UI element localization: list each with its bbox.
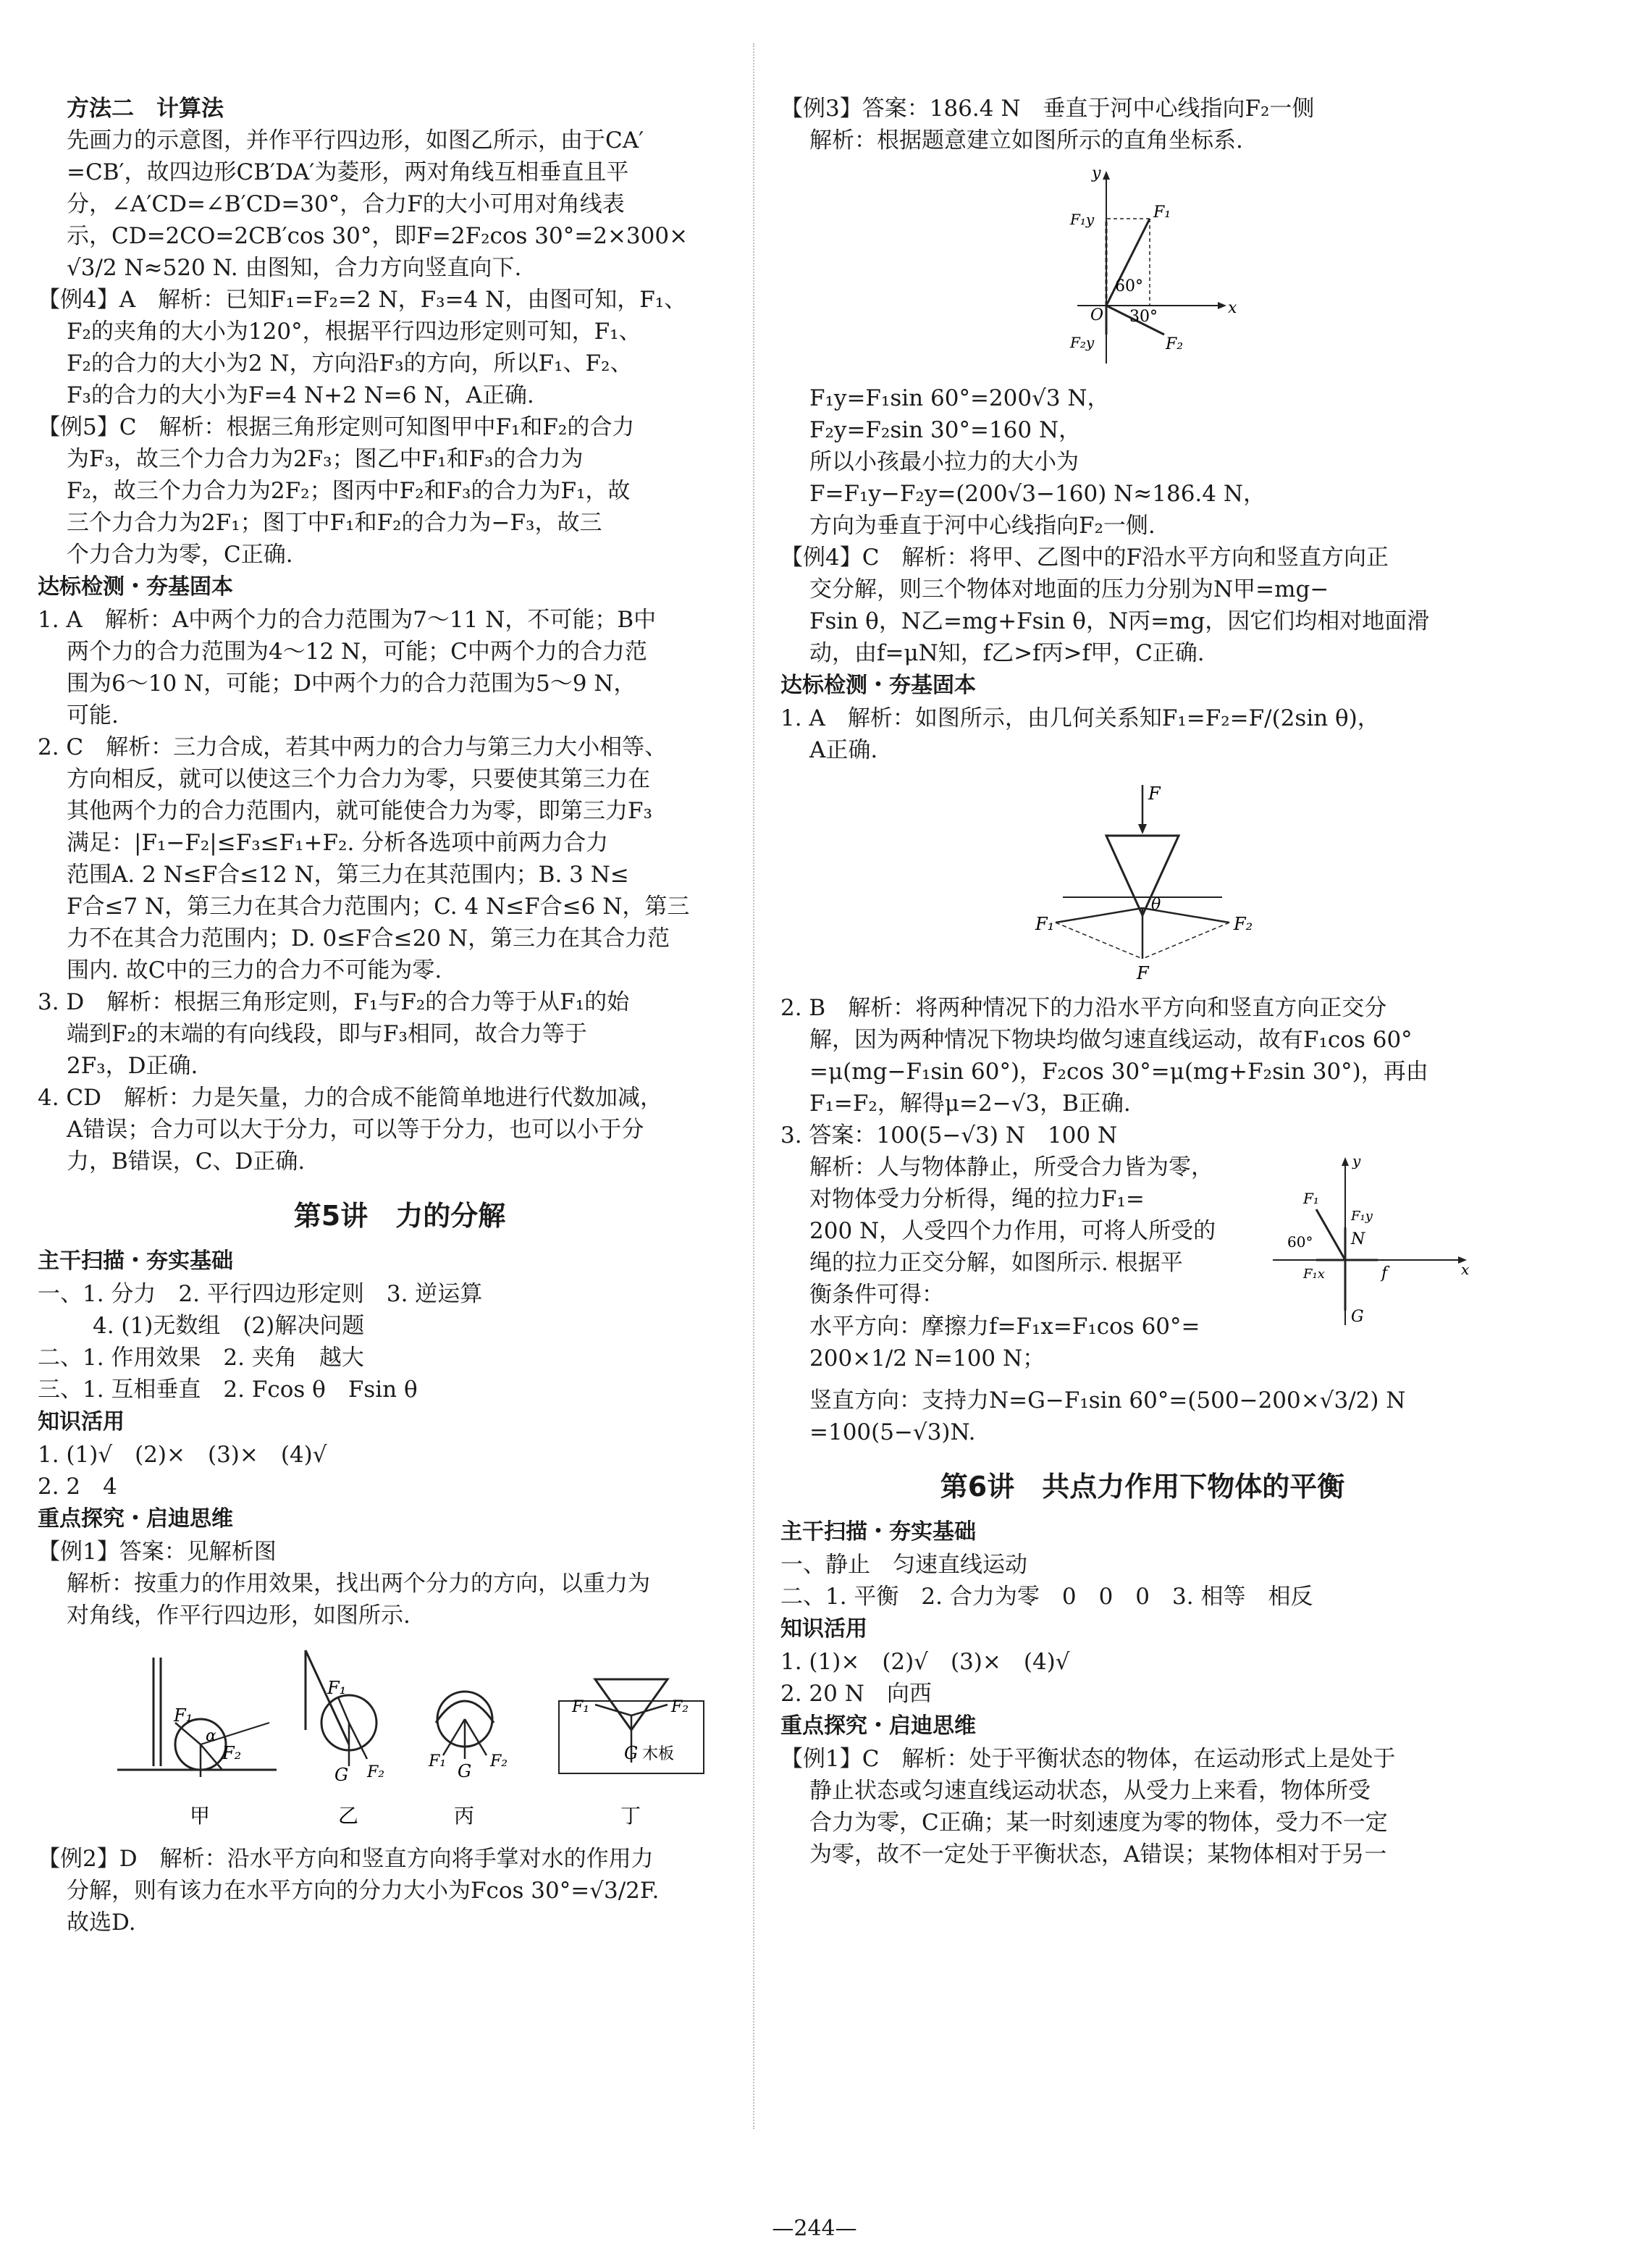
- r-q3-line: 对物体受力分析得，绳的拉力F₁=: [809, 1186, 1145, 1212]
- q2-line: 2. C 解析：三力合成，若其中两力的合力与第三力大小相等、: [38, 734, 668, 760]
- fig3-f1: F₁: [1153, 203, 1171, 222]
- r-main-line: 一、静止 匀速直线运动: [780, 1552, 1027, 1578]
- r-ex4-line: Fsin θ，N乙=mg+Fsin θ，N丙=mg，因它们均相对地面滑: [809, 608, 1430, 634]
- r-knowledge-title: 知识活用: [780, 1616, 867, 1642]
- ex2-line: 分解，则有该力在水平方向的分力大小为Fcos 30°=√3/2F.: [67, 1878, 660, 1904]
- r-q2-line: F₁=F₂，解得μ=2−√3，B正确.: [809, 1091, 1131, 1117]
- q1-line: 可能.: [67, 702, 119, 728]
- fig-label-board: 木板: [642, 1745, 675, 1763]
- m2-line: 分，∠A′CD=∠B′CD=30°，合力F的大小可用对角线表: [67, 191, 625, 217]
- q3fig-g: G: [1351, 1308, 1364, 1326]
- ex3-calc: 所以小孩最小拉力的大小为: [809, 449, 1079, 475]
- q4-line: 力，B错误，C、D正确.: [67, 1148, 306, 1175]
- ex4-line: 【例4】A 解析：已知F₁=F₂=2 N，F₃=4 N，由图可知，F₁、: [38, 287, 687, 313]
- r-q3-line: 解析：人与物体静止，所受合力皆为零，: [809, 1154, 1213, 1180]
- fig3-f2: F₂: [1166, 335, 1184, 353]
- main-line: 一、1. 分力 2. 平行四边形定则 3. 逆运算: [38, 1281, 483, 1307]
- ex5-line: F₂，故三个力合力为2F₂；图丙中F₂和F₃的合力为F₁，故: [67, 478, 631, 504]
- wedge-f2: F₂: [1234, 914, 1253, 934]
- ex3-line: 解析：根据题意建立如图所示的直角坐标系.: [809, 127, 1243, 154]
- m2-line: =CB′，故四边形CB′DA′为菱形，两对角线互相垂直且平: [67, 159, 629, 185]
- q3fig-f1: F₁: [1303, 1190, 1319, 1207]
- page-number: —244—: [772, 2216, 857, 2241]
- q1-line: 1. A 解析：A中两个力的合力范围为7～11 N，不可能；B中: [38, 607, 657, 633]
- fig-label-f2: F₂: [367, 1763, 385, 1781]
- fig-label-alpha: α: [206, 1727, 216, 1745]
- lecture6-title: 第6讲 共点力作用下物体的平衡: [940, 1471, 1345, 1503]
- q2-line: 方向相反，就可以使这三个力合力为零，只要使其第三力在: [67, 766, 650, 792]
- m2-line: √3/2 N≈520 N. 由图知，合力方向竖直向下.: [67, 255, 522, 281]
- r-q3-line: 200 N，人受四个力作用，可将人所受的: [809, 1218, 1216, 1244]
- fig-label-g: G: [334, 1765, 349, 1785]
- q3fig-n: N: [1351, 1230, 1365, 1248]
- ex2-line: 【例2】D 解析：沿水平方向和竖直方向将手掌对水的作用力: [38, 1846, 654, 1872]
- ex5-line: 【例5】C 解析：根据三角形定则可知图甲中F₁和F₂的合力: [38, 414, 635, 440]
- fig3-o: O: [1090, 306, 1104, 324]
- ex1-line: 对角线，作平行四边形，如图所示.: [67, 1603, 411, 1629]
- q3fig-60: 60°: [1287, 1233, 1313, 1251]
- ex3-line: 【例3】答案：186.4 N 垂直于河中心线指向F₂一侧: [780, 96, 1315, 122]
- r-q3-line: 绳的拉力正交分解，如图所示. 根据平: [809, 1250, 1183, 1276]
- fig-label-g: G: [458, 1761, 472, 1781]
- fig3-60: 60°: [1115, 277, 1143, 295]
- q3-block: [780, 1151, 1504, 1374]
- fig-label-f1: F₁: [174, 1705, 193, 1726]
- r-q3-line: 衡条件可得：: [809, 1282, 944, 1308]
- r-ex1-line: 【例1】C 解析：处于平衡状态的物体，在运动形式上是处于: [780, 1746, 1396, 1772]
- r-q3-line: 200×1/2 N=100 N；: [809, 1345, 1045, 1372]
- fig-ding: [559, 1679, 704, 1828]
- r-q1-line: 1. A 解析：如图所示，由几何关系知F₁=F₂=F/(2sin θ)，: [780, 705, 1380, 731]
- fig-label-f1: F₁: [429, 1752, 447, 1771]
- q3fig-f: f: [1381, 1264, 1388, 1282]
- q2-line: F合≤7 N，第三力在其合力范围内；C. 4 N≤F合≤6 N，第三: [67, 894, 690, 920]
- fig-label-g: G: [624, 1743, 639, 1763]
- fig3-f2y: F₂y: [1070, 334, 1095, 351]
- fig-caption-yi: 乙: [338, 1804, 359, 1828]
- r-ex4-line: 交分解，则三个物体对地面的压力分别为N甲=mg−: [809, 576, 1329, 602]
- q2-line: 满足：|F₁−F₂|≤F₃≤F₁+F₂. 分析各选项中前两力合力: [67, 830, 609, 856]
- know-line: 1. (1)√ (2)× (3)× (4)√: [38, 1442, 327, 1468]
- r-ex4-line: 【例4】C 解析：将甲、乙图中的F沿水平方向和竖直方向正: [780, 545, 1389, 571]
- main-line: 三、1. 互相垂直 2. Fcos θ Fsin θ: [38, 1377, 418, 1403]
- q2-line: 力不在其合力范围内；D. 0≤F合≤20 N，第三力在其合力范: [67, 925, 670, 952]
- fig3-f1y: F₁y: [1070, 211, 1095, 228]
- r-q3-vert: =100(5−√3)N.: [809, 1419, 976, 1445]
- r-ex1-line: 为零，故不一定处于平衡状态，A错误；某物体相对于另一: [809, 1841, 1387, 1868]
- m2-line: 先画力的示意图，并作平行四边形，如图乙所示，由于CA′: [67, 127, 644, 154]
- q1-line: 围为6～10 N，可能；D中两个力的合力范围为5～9 N，: [67, 671, 636, 697]
- q2-line: 范围A. 2 N≤F合≤12 N，第三力在其范围内；B. 3 N≤: [67, 862, 629, 888]
- ex5-line: 三个力合力为2F₁；图丁中F₁和F₂的合力为−F₃，故三: [67, 510, 602, 536]
- coordinate-figure: [1034, 161, 1251, 378]
- q1-line: 两个力的合力范围为4～12 N，可能；C中两个力的合力范: [67, 639, 647, 665]
- force-decomposition-figure: [88, 1636, 711, 1839]
- r-check-title: 达标检测・夯基固本: [780, 673, 976, 698]
- ex4-line: F₂的合力的大小为2 N，方向沿F₃的方向，所以F₁、F₂、: [67, 350, 633, 377]
- r-q2-line: 解，因为两种情况下物块均做匀速直线运动，故有F₁cos 60°: [809, 1027, 1413, 1053]
- check-title: 达标检测・夯基固本: [38, 574, 233, 600]
- fig-label-f1: F₁: [327, 1678, 347, 1698]
- left-column: [38, 93, 762, 1939]
- ex3-calc: 方向为垂直于河中心线指向F₂一侧.: [809, 513, 1156, 539]
- q2-line: 围内. 故C中的三力的合力不可能为零.: [67, 957, 442, 983]
- wedge-f1: F₁: [1035, 914, 1055, 934]
- person-force-figure: [1258, 1151, 1476, 1340]
- r-know-line: 1. (1)× (2)√ (3)× (4)√: [780, 1649, 1070, 1675]
- fig-label-f2: F₂: [671, 1698, 689, 1716]
- ex4-line: F₂的夹角的大小为120°，根据平行四边形定则可知，F₁、: [67, 319, 641, 345]
- q3-line: 2F₃，D正确.: [67, 1053, 198, 1079]
- r-q2-line: =μ(mg−F₁sin 60°)，F₂cos 30°=μ(mg+F₂sin 30°)，再由: [809, 1059, 1428, 1085]
- q3fig-x: x: [1461, 1261, 1470, 1278]
- ex4-line: F₃的合力的大小为F=4 N+2 N=6 N，A正确.: [67, 382, 534, 408]
- ex1-line: 解析：按重力的作用效果，找出两个分力的方向，以重力为: [67, 1571, 650, 1597]
- r-q3-title: 3. 答案：100(5−√3) N 100 N: [780, 1122, 1118, 1148]
- fig-label-f2: F₂: [222, 1743, 242, 1763]
- q3-text-block: [780, 1151, 1244, 1374]
- fig-jia: [117, 1658, 277, 1828]
- r-main-line: 二、1. 平衡 2. 合力为零 0 0 0 3. 相等 相反: [780, 1584, 1313, 1610]
- r-q2-line: 2. B 解析：将两种情况下的力沿水平方向和竖直方向正交分: [780, 995, 1387, 1021]
- fig-caption-ding: 丁: [620, 1804, 641, 1828]
- wedge-theta: θ: [1151, 896, 1161, 914]
- wedge-figure: [990, 770, 1295, 988]
- q2-line: 其他两个力的合力范围内，就可能使合力为零，即第三力F₃: [67, 798, 652, 824]
- r-ex1-line: 合力为零，C正确；某一时刻速度为零的物体，受力不一定: [809, 1810, 1388, 1836]
- method2-title: 方法二 计算法: [67, 96, 224, 122]
- fig-bing: [428, 1692, 508, 1828]
- r-know-line: 2. 20 N 向西: [780, 1681, 932, 1707]
- q3fig-f1x: F₁x: [1303, 1267, 1325, 1282]
- q3-line: 端到F₂的末端的有向线段，即与F₃相同，故合力等于: [67, 1021, 587, 1047]
- q4-line: 4. CD 解析：力是矢量，力的合成不能简单地进行代数加减，: [38, 1085, 663, 1111]
- ex3-calc: F=F₁y−F₂y=(200√3−160) N≈186.4 N，: [809, 481, 1266, 507]
- ex2-line: 故选D.: [67, 1910, 136, 1936]
- ex5-line: 为F₃，故三个力合力为2F₃；图乙中F₁和F₃的合力为: [67, 446, 584, 472]
- main-line: 二、1. 作用效果 2. 夹角 越大: [38, 1345, 364, 1371]
- fig-label-f1: F₁: [572, 1698, 590, 1716]
- right-column: [780, 93, 1504, 1870]
- r-ex4-line: 动，由f=μN知，f乙>f丙>f甲，C正确.: [809, 640, 1205, 666]
- lecture5-title: 第5讲 力的分解: [293, 1200, 506, 1232]
- ex5-line: 个力合力为零，C正确.: [67, 542, 293, 568]
- fig3-30: 30°: [1129, 308, 1158, 326]
- r-q3-vert: 竖直方向：支持力N=G−F₁sin 60°=(500−200×√3/2) N: [809, 1387, 1406, 1414]
- q3fig-y: y: [1352, 1152, 1361, 1169]
- fig3-x: x: [1228, 299, 1237, 317]
- m2-line: 示，CD=2CO=2CB′cos 30°，即F=2F₂cos 30°=2×300×: [67, 223, 689, 249]
- ex3-calc: F₁y=F₁sin 60°=200√3 N，: [809, 385, 1110, 411]
- fig-label-f2: F₂: [490, 1752, 508, 1771]
- key-explore-title: 重点探究・启迪思维: [38, 1506, 233, 1532]
- ex3-calc: F₂y=F₂sin 30°=160 N，: [809, 417, 1082, 443]
- main-scan-title: 主干扫描・夯实基础: [38, 1248, 233, 1274]
- fig-yi: [306, 1650, 384, 1828]
- q3-line: 3. D 解析：根据三角形定则，F₁与F₂的合力等于从F₁的始: [38, 989, 630, 1015]
- r-key-explore-title: 重点探究・启迪思维: [780, 1713, 976, 1739]
- fig-caption-bing: 丙: [454, 1804, 475, 1828]
- know-line: 2. 2 4: [38, 1474, 117, 1500]
- wedge-f: F: [1148, 784, 1161, 804]
- r-main-scan-title: 主干扫描・夯实基础: [780, 1519, 976, 1545]
- main-line: 4. (1)无数组 (2)解决问题: [93, 1313, 365, 1339]
- fig3-y: y: [1092, 164, 1101, 182]
- q3fig-f1y: F₁y: [1351, 1209, 1373, 1224]
- ex1-line: 【例1】答案：见解析图: [38, 1539, 277, 1565]
- knowledge-title: 知识活用: [38, 1409, 125, 1435]
- wedge-f-bottom: F: [1137, 963, 1149, 983]
- fig-caption-jia: 甲: [190, 1804, 211, 1828]
- r-q1-line: A正确.: [809, 737, 878, 763]
- r-q3-line: 水平方向：摩擦力f=F₁x=F₁cos 60°=: [809, 1314, 1200, 1340]
- q4-line: A错误；合力可以大于分力，可以等于分力，也可以小于分: [67, 1117, 644, 1143]
- r-ex1-line: 静止状态或匀速直线运动状态，从受力上来看，物体所受: [809, 1778, 1371, 1804]
